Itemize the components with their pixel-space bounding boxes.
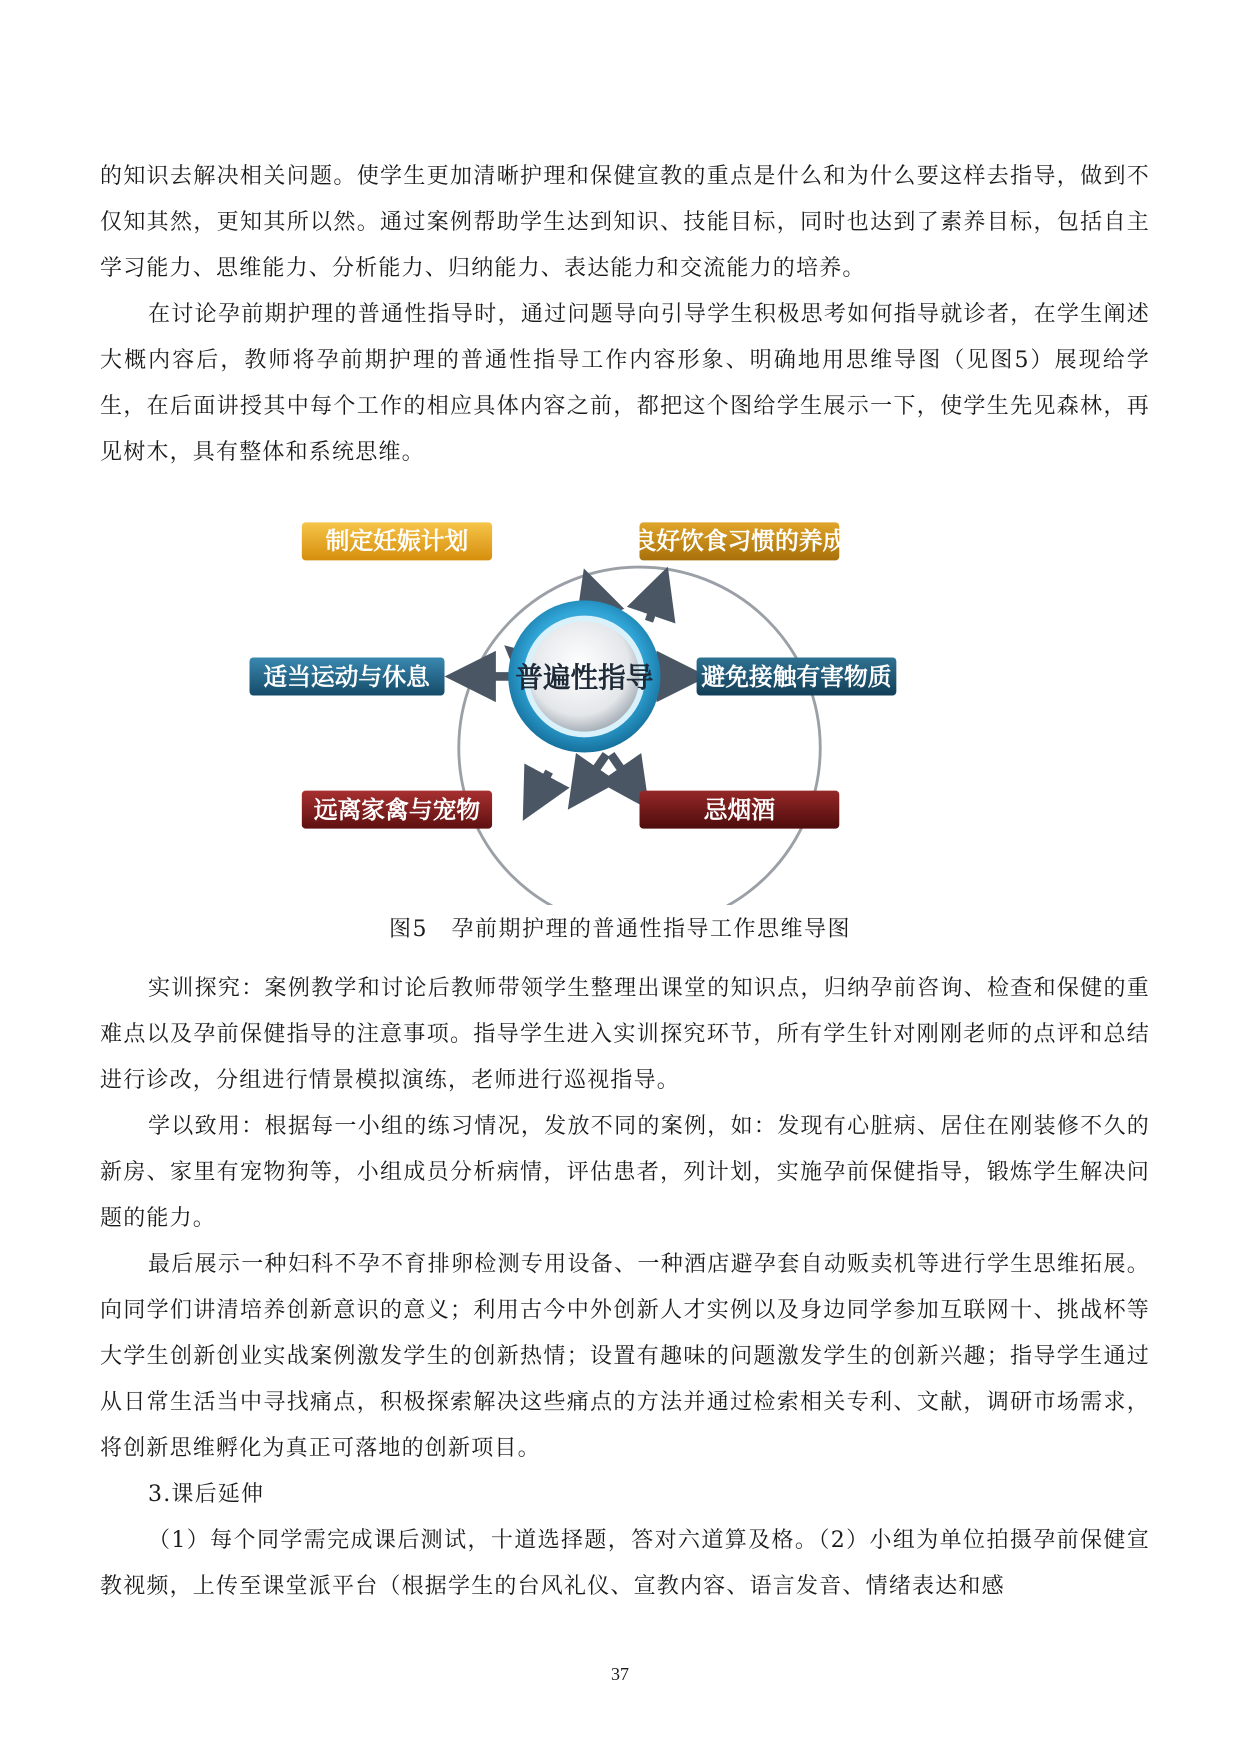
paragraph-continuation: 的知识去解决相关问题。使学生更加清晰护理和保健宣教的重点是什么和为什么要这样去指导，做到不仅知其然，更知其所以然。通过案例帮助学生达到知识、技能目标，同时也达到了素养目标，包括自主学习能力、思维能力、分析能力、归纳能力、表达能力和交流能力的培养。 <box>100 164 1150 281</box>
center-node <box>508 600 660 752</box>
center-label: 普遍性指导 <box>515 660 654 694</box>
section-heading-after-class: 3.课后延伸 <box>148 1482 265 1507</box>
node-exercise-rest <box>250 657 445 695</box>
node-label: 制定妊娠计划 <box>325 527 469 555</box>
node-label: 远离家禽与宠物 <box>313 796 481 825</box>
node-avoid-pets <box>302 791 492 829</box>
node-label: 忌烟酒 <box>703 796 776 825</box>
paragraph-application: 学以致用：根据每一小组的练习情况，发放不同的案例，如：发现有心脏病、居住在刚装修不久的新房、家里有宠物狗等，小组成员分析病情，评估患者，列计划，实施孕前保健指导，锻炼学生解决问题的能力。 <box>100 1114 1150 1231</box>
node-label: 良好饮食习惯的养成 <box>632 527 847 555</box>
figure-caption: 图5 孕前期护理的普通性指导工作思维导图 <box>389 917 851 942</box>
paragraph-after-class: （1）每个同学需完成课后测试，十道选择题，答对六道算及格。（2）小组为单位拍摄孕前保健宣教视频，上传至课堂派平台（根据学生的台风礼仪、宣教内容、语言发音、情绪表达和感 <box>100 1528 1150 1599</box>
paragraph-training: 实训探究：案例教学和讨论后教师带领学生整理出课堂的知识点，归纳孕前咨询、检查和保健的重难点以及孕前保健指导的注意事项。指导学生进入实训探究环节，所有学生针对刚刚老师的点评和总结进行诊改，分组进行情景模拟演练，老师进行巡视指导。 <box>100 976 1150 1093</box>
paragraph-innovation: 最后展示一种妇科不孕不育排卵检测专用设备、一种酒店避孕套自动贩卖机等进行学生思维拓展。向同学们讲清培养创新意识的意义；利用古今中外创新人才实例以及身边同学参加互联网十、挑战杯等大学生创新创业实战案例激发学生的创新热情；设置有趣味的问题激发学生的创新兴趣；指导学生通过从日常生活当中寻找痛点，积极探索解决这些痛点的方法并通过检索相关专利、文献，调研市场需求，将创新思维孵化为真正可落地的创新项目。 <box>100 1252 1150 1461</box>
node-label: 适当运动与休息 <box>263 663 430 692</box>
page-number: 37 <box>611 1664 629 1684</box>
node-avoid-harmful <box>697 657 897 695</box>
mind-map-figure <box>240 505 1020 905</box>
body-text-top <box>100 154 1150 476</box>
body-text-bottom <box>100 966 1150 1610</box>
node-no-smoke-alcohol <box>640 791 840 829</box>
outer-ring <box>459 567 820 905</box>
node-pregnancy-plan <box>302 522 492 560</box>
node-eating-habits <box>632 522 846 560</box>
node-label: 避免接触有害物质 <box>701 663 892 692</box>
paragraph-discussion: 在讨论孕前期护理的普通性指导时，通过问题导向引导学生积极思考如何指导就诊者，在学生阐述大概内容后，教师将孕前期护理的普通性指导工作内容形象、明确地用思维导图（见图5）展现给学生，在后面讲授其中每个工作的相应具体内容之前，都把这个图给学生展示一下，使学生先见森林，再见树木，具有整体和系统思维。 <box>100 302 1150 465</box>
